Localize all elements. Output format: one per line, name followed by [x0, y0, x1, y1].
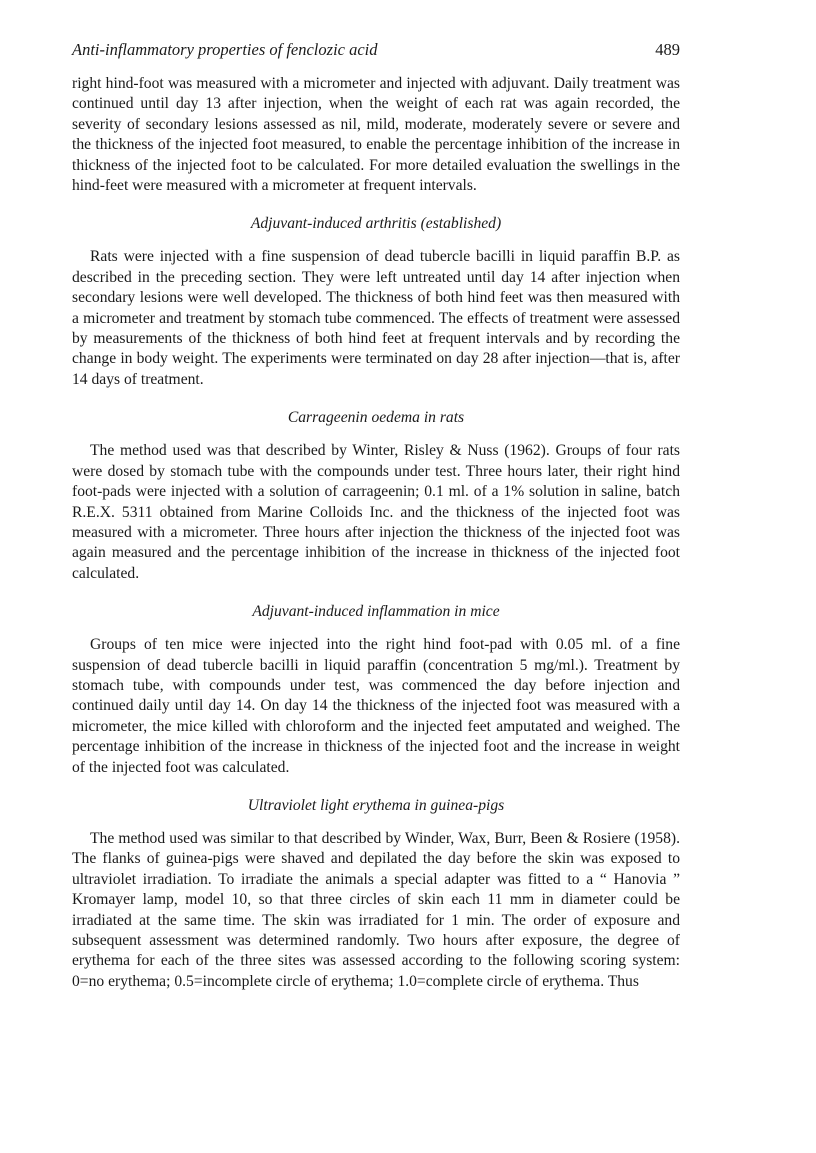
section-heading-uv-erythema: Ultraviolet light erythema in guinea-pigs — [247, 796, 505, 814]
running-title: Anti-inflammatory properties of fenclozic acid — [72, 40, 378, 59]
paragraph-established-arthritis: Rats were injected with a fine suspension of dead tubercle bacilli in liquid paraffin B.P. as described in the preceding section. They were left untreated until day 14 after injection when secondary lesions were well developed. The thickness of both hind feet was then measured with a micrometer and treatment by stomach tube commenced. The effects of treatment were assessed by measurements of the thickness of both hind feet at frequent intervals and by recording the change in body weight. The experiments were terminated on day 28 after injection—that is, after 14 days of treatment. — [72, 248, 680, 388]
paragraph-continuation: right hind-foot was measured with a micrometer and injected with adjuvant. Daily treatment was continued until day 13 after injection, when the weight of each rat was again recorded, the severity of secondary lesions assessed as nil, mild, moderate, moderately severe or severe and the thickness of the injected foot measured, to enable the percentage inhibition of the increase in thickness of the injected foot to be calculated. For more detailed evaluation the swellings in the hind-feet were measured with a micrometer at frequent intervals. — [72, 75, 680, 195]
section-heading-established-arthritis: Adjuvant-induced arthritis (established) — [250, 215, 502, 233]
section-heading-carrageenin: Carrageenin oedema in rats — [287, 409, 465, 427]
paragraph-carrageenin: The method used was that described by Winter, Risley & Nuss (1962). Groups of four rats were dosed by stomach tube with the compounds under test. Three hours later, their right hind foot-pads were injected with a solution of carrageenin; 0.1 ml. of a 1% solution in saline, batch R.E.X. 5311 obtained from Marine Colloids Inc. and the thickness of the injected foot was measured with a micrometer. Three hours after injection the thickness of the injected foot was again measured and the percentage inhibition of the increase in thickness of the injected foot calculated. — [72, 442, 680, 582]
page-number: 489 — [655, 40, 680, 59]
paragraph-mice: Groups of ten mice were injected into the right hind foot-pad with 0.05 ml. of a fine suspension of dead tubercle bacilli in liquid paraffin (concentration 5 mg/ml.). Treatment by stomach tube, with compounds under test, was commenced the day before injection and continued daily until day 14. On day 14 the thickness of the injected foot was measured with a micrometer, the mice killed with chloroform and the injected feet amputated and weighed. The percentage inhibition of the increase in thickness of the injected foot and the increase in weight of the injected foot was calculated. — [72, 636, 680, 776]
running-head — [72, 40, 680, 64]
section-heading-mice: Adjuvant-induced inflammation in mice — [252, 603, 500, 621]
paragraph-uv-erythema: The method used was similar to that described by Winder, Wax, Burr, Been & Rosiere (1958). The flanks of guinea-pigs were shaved and depilated the day before the skin was exposed to ultraviolet irradiation. To irradiate the animals a special adapter was fitted to a “ Hanovia ” Kromayer lamp, model 10, so that three circles of skin each 11 mm in diameter could be irradiated at the same time. The skin was irradiated for 1 min. The order of exposure and subsequent assessment was determined randomly. Two hours after exposure, the degree of erythema for each of the three sites was assessed according to the following scoring system: 0=no erythema; 0.5=incomplete circle of erythema; 1.0=complete circle of erythema. Thus — [72, 829, 680, 990]
page — [72, 40, 680, 992]
